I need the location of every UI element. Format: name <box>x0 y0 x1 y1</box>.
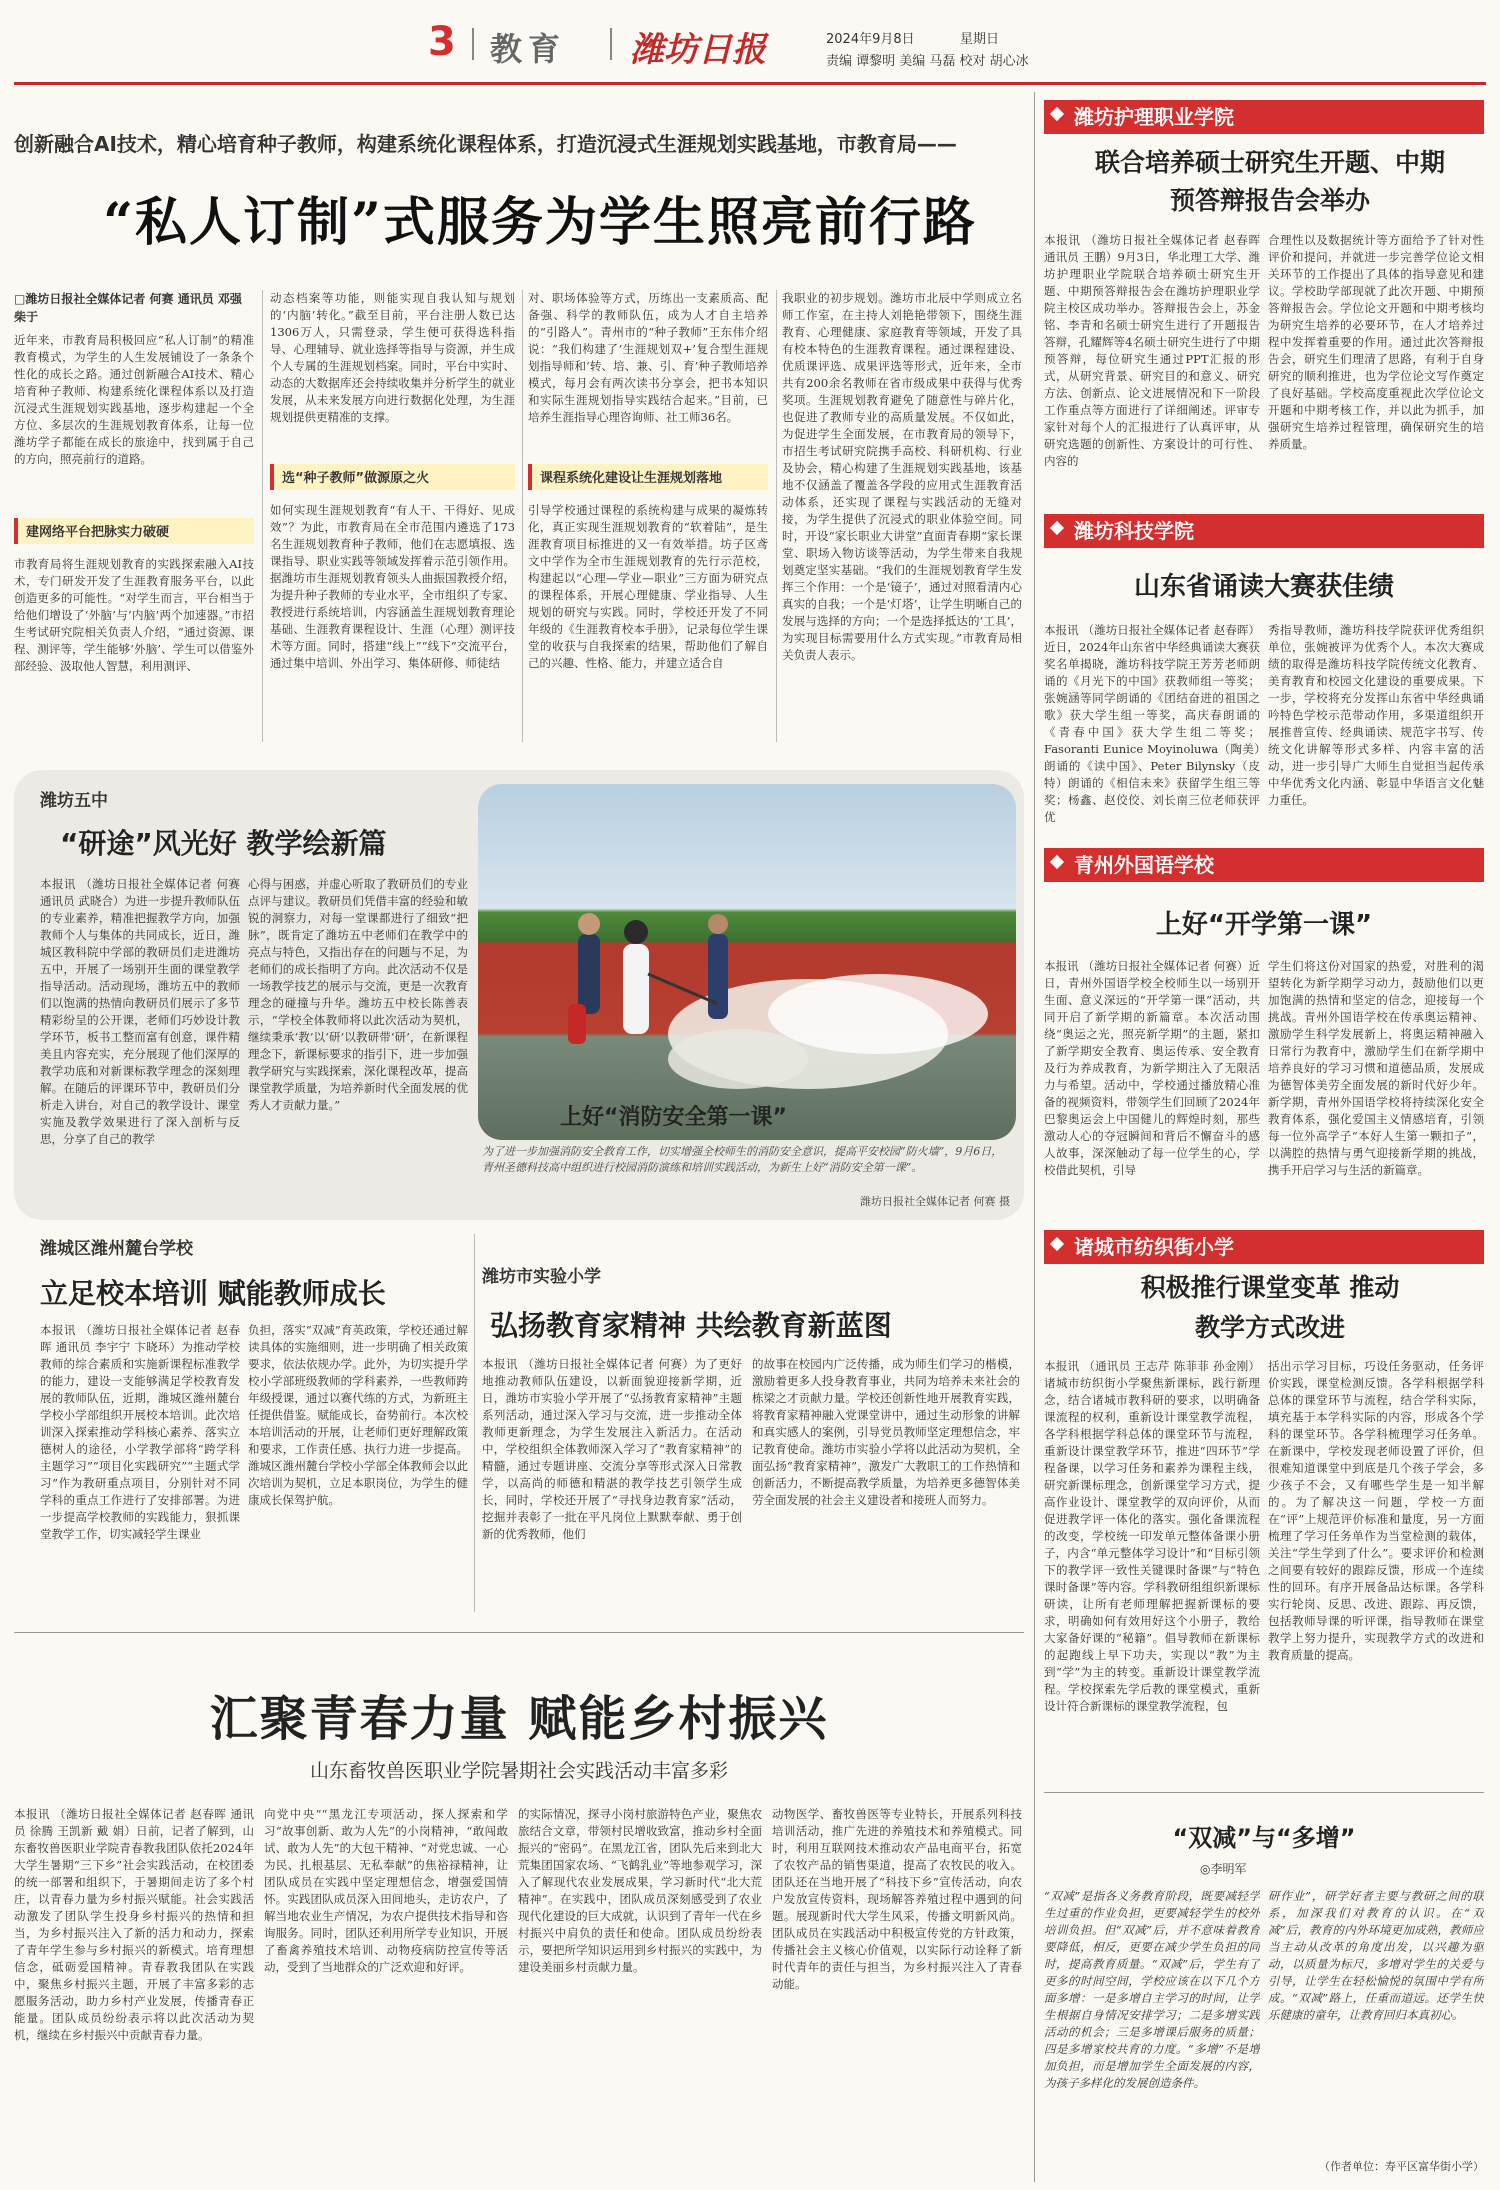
main-col2b: 如何实现生涯规划教育“有人干、干得好、见成效”？为此，市教育局在全市范围内遴选了173名生涯规划教育种子教师，他们在志愿填报、选课指导、职业实践等领域发挥着示范引领作用。据潍坊市生涯规划教育领头人曲振国教授介绍，为提升种子教师的专业水平，全市组织了专家、教授进行系统培训，内容涵盖生涯规划教育理论基础、生涯教育课程设计、生涯（心理）测评技术等方面。同时，搭建“线上”“线下”交流平台，通过集中培训、外出学习、集体研修、师徒结 <box>270 503 515 670</box>
section-rule <box>14 1632 1024 1633</box>
masthead-divider-2 <box>610 28 612 60</box>
feature-col4: 动物医学、畜牧兽医等专业特长，开展系列科技培训活动，推广先进的养殖技术和养殖模式。同时，利用互联网技术推动农产品电商平台，拓宽了农牧产品的销售渠道，提高了农牧民的收入。团队还在当地开展了“科技下乡”宣传活动，向农户发放宣传资料，现场解答养殖过程中遇到的问题。展现新时代大学生风采，传播文明新风尚。团队成员在实践活动中积极宣传党的方针政策，传播社会主义核心价值观，以实际行动诠释了新时代青年的责任与担当，为乡村振兴注入了青春动能。 <box>772 1807 1022 1991</box>
feature-col1: 本报讯 （潍坊日报社全媒体记者 赵春晖 通讯员 徐腾 王凯新 戴 娟）日前，记者了解到，山东畜牧兽医职业学院青春教我团队依托2024年大学生暑期“三下乡”社会实践活动，在校团委的统一部署和组织下，于暑期间走访了多个村庄，以青春力量为乡村振兴赋能。社会实践活动激发了团队学生投身乡村振兴的热情和担当，为乡村振兴注入了新的活力和动力，探索了青年学生参与乡村振兴的新模式。培育理想信念，砥砺爱国精神。青春教我团队在实践中，聚焦乡村振兴主题，开展了丰富多彩的志愿服务活动，助力乡村产业发展，传播青春正能量。团队成员纷纷表示将以此次活动为契机，继续在乡村振兴中贡献青春力量。 <box>14 1807 254 2042</box>
main-col3: 对、职场体验等方式，历练出一支素质高、配备强、科学的教师队伍，成为人才自主培养的“引路人”。青州市的“种子教师”王东伟介绍说：“我们构建了‘生涯规划双+’复合型生涯规划指导师和‘转、培、兼、引、育’种子教师培养模式，每月会有两次读书分享会，把书本知识和实际生涯规划指导实践结合起来。”目前，已培养生涯指导心理咨询师、社工师36名。 <box>528 291 768 424</box>
paper-logo: 潍坊日报 <box>630 30 766 70</box>
article-headline: 积极推行课堂变革 推动教学方式改进 <box>1140 1273 1400 1342</box>
photo-illustration <box>478 784 1016 1140</box>
photo-caption: 为了进一步加强消防安全教育工作，切实增强全校师生的消防安全意识，提高平安校园“防火墙”，9月6日，青州圣德科技高中组织进行校园消防演练和培训实践活动，为新生上好“消防安全第一课”。 <box>482 1145 1003 1174</box>
article-col2: 心得与困惑，并虚心听取了教研员们的专业点评与建议。教研员们凭借丰富的经验和敏锐的洞察力，对每一堂课都进行了细致“把脉”，既肯定了潍坊五中老师们在教学中的亮点与特色，又指出存在的问题与不足，为老师们的成长指明了方向。此次活动不仅是一场教学技艺的展示与交流，更是一次教育理念的碰撞与升华。潍坊五中校长陈善表示，“学校全体教师将以此次活动为契机，继续秉承‘教’以‘研’以教研带‘研’，在新课程理念下，新课标要求的指引下，进一步加强教学研究与实践探索，深化课程改革，提高课堂教学质量，为培养新时代全面发展的优秀人才贡献力量。” <box>248 877 468 1112</box>
article-col1: 本报讯 （潍坊日报社全媒体记者 何赛）为了更好地推动教师队伍建设，以新面貌迎接新学期，近日，潍坊市实验小学开展了“弘扬教育家精神”主题系列活动，通过深入学习与交流，进一步推动全体教师更新理念，为学生发展注入新活力。在活动中，学校组织全体教师深入学习了“教育家精神”的精髓，通过专题讲座、交流分享等形式深入日常教学，以高尚的师德和精湛的教学技艺引领学生成长，同时，学校还开展了“寻找身边教育家”活动，挖掘并表彰了一批在平凡岗位上默默奉献、勇于创新的优秀教师，他们 <box>482 1357 742 1541</box>
main-col4: 我职业的初步规划。潍坊市北辰中学则成立名师工作室，在主持人刘艳艳带领下，围绕生涯教育、心理健康、家庭教育等领域，开发了具有校本特色的生涯教育课程。通过课程建设、优质课评选、成果评选等形式，近年来，全市共有200余名教师在省市级成果中获得与优秀奖项。生涯规划教育避免了随意性与碎片化，也促进了教师专业的高质量发展。不仅如此，为促进学生全面发展，在市教育局的领导下，市招生考试研究院携手高校、科研机构、行业及协会，精心构建了生涯规划实践基地，该基地不仅涵盖了覆盖各学段的应用式生涯教育活动体系，还实现了课程与实践活动的无缝对接，为学生提供了沉浸式的职业体验空间。同时，开设“家长职业大讲堂”直面青春期“家长课堂、职场入物访谈等活动，为学生带来自我规划奠定坚实基础。“我们的生涯规划教育学生发挥三个作用：一个是‘镜子’，通过对照看清内心真实的自我；一个是‘灯塔’，让学生明晰自己的发展与选择的方向；一个是选择抵达的‘工具’，为实现目标需要用什么方式实现。”市教育局相关负责人表示。 <box>782 291 1022 662</box>
main-kicker: 创新融合AI技术，精心培育种子教师，构建系统化课程体系，打造沉浸式生涯规划实践基地，市教育局—— <box>14 132 957 156</box>
col-divider <box>522 290 523 742</box>
main-col1: 近年来，市教育局积极回应“私人订制”的精准教育模式，为学生的人生发展铺设了一条条个性化的成长之路。通过创新融合AI技术、精心培育种子教师、构建系统化课程体系以及打造沉浸式生涯规划实践基地，逐步构建起一个全方位、多层次的生涯规划教育体系，让每一位潍坊学子都能在成长的旅途中，找到属于自己的方向，照亮前行的道路。 <box>14 333 254 466</box>
article-headline: 立足校本培训 赋能教师成长 <box>40 1277 386 1310</box>
school-name: 潍坊五中 <box>40 791 108 811</box>
article-col1: 本报讯 （通讯员 王志芹 陈菲菲 孙金刚）诸城市纺织街小学聚焦新课标，践行新理念，结合诸城市教科研的要求，以明确备课流程的权利，重新设计课堂教学流程，各学科根据学科总体的课堂环节与流程，重新设计课堂教学环节，推进“四环节”学程备课，以学习任务和素养为课程主线，研究新课标理念，创新课堂学习方式，提高作业设计、课堂教学的双向评价，从而促进教学评一体化的落实。强化备课流程的改变，学校统一印发单元整体备课小册子，内含“单元整体学习设计”和“目标引领下的教学评一致性关键课时备课”与“特色课时备课”等内容。学科教研组组织新课标研读，让所有老师理解把握新课标的要求，明确如何有效用好这个小册子，教给大家备好课的“秘籍”。倡导教师在新课标的起跑线上早下功夫，实现以“教”为主到“学”为主的转变。重新设计课堂教学流程。学校探索先学后教的课堂模式，重新设计符合新课标的课堂教学流程，包 <box>1044 1359 1260 1713</box>
article-col2: 秀指导教师，潍坊科技学院获评优秀组织单位，张婉被评为优秀个人。本次大赛成绩的取得是潍坊科技学院传统文化教育、美育教育和校园文化建设的重要成果。下一步，学校将充分发挥山东省中华经典诵吟特色学校示范带动作用，多渠道组织开展推普宣传、经典诵读、规范字书写、传统文化讲解等形式多样、内容丰富的活动，进一步引导广大师生自觉担当起传承中华优秀文化内涵、彰显中华语言文化魅力重任。 <box>1268 623 1484 807</box>
masthead-rule <box>14 82 1486 85</box>
main-headline: “私人订制”式服务为学生照亮前行路 <box>103 192 977 253</box>
school-name: 潍城区潍州麓台学校 <box>40 1239 193 1259</box>
feature-subhead: 山东畜牧兽医职业学院暑期社会实践活动丰富多彩 <box>309 1760 728 1782</box>
essay-author: ◎李明军 <box>1200 1862 1247 1876</box>
main-col1b: 市教育局将生涯规划教育的实践探索融入AI技术，专门研发开发了生涯教育服务平台，以此创造更多的可能性。“对学生而言，平台相当于给他们增设了‘外脑’与‘内脑’两个加速器。”市招生考试研究院相关负责人介绍，“通过资源、课程、测评等，学生能够‘外脑’、学生可以借鉴外部经验、汲取他人智慧，利用测评、 <box>14 557 254 673</box>
essay-footer: （作者单位：寿平区富华街小学） <box>1319 2160 1484 2173</box>
main-col2: 动态档案等功能，则能实现自我认知与规划的‘内脑’转化。”截至目前，平台注册人数已达1306万人，只需登录，学生便可获得选科指导、心理辅导、就业选择等指导与资源，并生成个人专属的生涯规划档案。同时，平台中实时、动态的大数据库还会持续收集并分析学生的就业发展，从未来发展方向进行数据化处理，为生涯规划提供更精准的支撑。 <box>270 291 515 424</box>
section-rule <box>1044 1792 1484 1793</box>
article-col1: 本报讯 （潍坊日报社全媒体记者 赵春晖 通讯员 王鹏）9月3日，华北理工大学、潍坊护理职业学院联合培养硕士研究生开题、中期预答辩报告会在潍坊护理职业学院主校区成功举办。答辩报告会上，苏金铭、李青和名硕士研究生进行了开题报告答辩，孔耀辉等4名硕士研究生进行了中期预答辩，每位研究生通过PPT汇报的形式，从研究背景、研究目的和意义、研究方法、创新点、论文进展情况和下一阶段工作重点等方面进行了详细阐述。评审专家针对每个人的汇报进行了认真评审，从研究选题的创新性、方案设计的可行性、内容的 <box>1044 233 1260 468</box>
feature-col3: 的实际情况，探寻小岗村旅游特色产业，聚焦农旅结合文章，带领村民增收致富，推动乡村全面振兴的“密码”。在黑龙江省，团队先后来到北大荒集团国家农场、“飞鹤乳业”等地参观学习，深入了解现代农业发展成果，学习新时代“北大荒精神”。在实践中，团队成员深刻感受到了农业现代化建设的巨大成就，认识到了青年一代在乡村振兴中肩负的责任和使命。团队成员纷纷表示，要把所学知识运用到乡村振兴的实践中，为建设美丽乡村贡献力量。 <box>518 1807 762 1974</box>
col-divider <box>262 290 263 742</box>
article-col1: 本报讯 （潍坊日报社全媒体记者 何赛）近日，青州外国语学校全校师生以一场别开生面、意义深远的“开学第一课”活动，共同开启了新学期的新篇章。本次活动围绕“奥运之光，照亮新学期”的主题，紧扣了新学期安全教育、奥运传承、安全教育及行为养成教育，为新学期注入了无限活力与希望。活动中，学校通过播放精心准备的视频资料，带领学生们回顾了2024年巴黎奥运会上中国健儿的辉煌时刻，那些激动人心的夺冠瞬间和背后不懈奋斗的感人故事，深深触动了每一位学生的心，学校借此契机，引导 <box>1044 959 1260 1177</box>
article-col2: 括出示学习目标，巧设任务驱动，任务评价实践，课堂检测反馈。各学科根据学科总体的课堂环节与流程，结合学科实际，填充基于本学科实际的内容，形成各个学科的课堂环节。各学科梳理学习任务单。在新课中，学校发现老师设置了评价，但很难知道课堂中到底是几个孩子学会，多少孩子不会，又有哪些学生是一知半解的。为了解决这一问题，学校一方面在“评”上规范评价标准和量度，另一方面梳理了学习任务单作为当堂检测的载体，关注“学生学到了什么”。要求评价和检测之间要有较好的跟踪反馈，形成一个连续性的回环。有序开展备品达标课。各学科实行轮岗、反思、改进、跟踪、再反馈，包括教师导课的听评课，指导教师在课堂教学上努力提升，实现教学方式的改进和教育质量的提高。 <box>1268 1359 1484 1662</box>
photo-credit: 潍坊日报社全媒体记者 何赛 摄 <box>860 1195 1010 1208</box>
article-headline: 山东省诵读大赛获佳绩 <box>1133 572 1394 602</box>
feature-col2: 向党中央”“黑龙江专项活动，探人探索和学习“故事创新、敢为人先”的小岗精神，“敢闯敢试、敢为人先”的大包干精神、“对党忠诚、一心为民、扎根基层、无私奉献”的焦裕禄精神，让团队成员在实践中坚定理想信念，增强爱国情怀。实践团队成员深入田间地头，走访农户，了解当地农业生产情况，为农户提供技术指导和咨询服务。同时，团队还利用所学专业知识，开展了畜禽养殖技术培训、动物疫病防控宣传等活动，受到了当地群众的广泛欢迎和好评。 <box>264 1807 508 1974</box>
col-divider <box>776 290 777 742</box>
masthead <box>0 0 1500 80</box>
essay-col2: 研作业”，研学好者主要与教研之间的联系，加深我们对教育的认识。在“双减”后，教育的内外环境更加成熟，教师应当主动从改革的角度出发，以兴趣为驱动，以质量为标尺，多增对学生的关爱与引导，让学生在轻松愉悦的氛围中学有所成。“双减”路上，任重而道远。还学生快乐健康的童年，让教育回归本真初心。 <box>1268 1889 1484 2022</box>
essay-col1: “双减”是指各义务教育阶段，既要减轻学生过重的作业负担，更要减轻学生的校外培训负担。但“双减”后，并不意味着教育要降低，相反，更要在减少学生负担的同时，提高教育质量。“双减”后，学生有了更多的时间空间，学校应该在以下几个方面多增：一是多增自主学习的时间，让学生根据自身情况安排学习；二是多增实践活动的机会；三是多增课后服务的质量；四是多增家校共育的力度。“多增”不是增加负担，而是增加学生全面发展的内容，为孩子多样化的发展创造条件。 <box>1044 1889 1260 2090</box>
issue-date: 2024年9月8日 <box>826 32 915 47</box>
article-col2: 合理性以及数据统计等方面给予了针对性评价和提问，并就进一步完善学位论文相关环节的工作提出了具体的指导意见和建议。学校助学部现就了此次开题、中期预答辩报告会。学位论文开题和中期考核均为研究生培养的必要环节，在人才培养过程中发挥着重要的作用。通过此次答辩报告会，研究生们理清了思路，有利于自身研究的顺利推进，也为学位论文写作奠定了良好基础。学校高度重视此次学位论文开题和中期考核工作，并以此为抓手，加强研究生培养过程管理，确保研究生的培养质量。 <box>1268 233 1484 451</box>
section-band: 潍坊护理职业学院 <box>1044 100 1484 134</box>
main-subhead-1: 建网络平台把脉实力破硬 <box>14 518 254 544</box>
article-col2: 的故事在校园内广泛传播，成为师生们学习的楷模，激励着更多人投身教育事业，共同为培养未来社会的栋梁之才贡献力量。学校还创新性地开展教育实践，将教育家精神融入党课堂讲中，通过生动形象的讲解和真实感人的案例，引导党员教师坚定理想信念，牢记教育使命。潍坊市实验小学将以此活动为契机，全面弘扬“教育家精神”，激发广大教职工的工作热情和创新活力，不断提高教学质量，为培养更多德智体美劳全面发展的社会主义建设者和接班人而努力。 <box>752 1357 1020 1507</box>
masthead-divider <box>472 28 474 60</box>
right-column-divider <box>1034 92 1035 2182</box>
photo-fire-drill <box>478 784 1016 1140</box>
section-band: 青州外国语学校 <box>1044 848 1484 882</box>
article-col1: 本报讯 （潍坊日报社全媒体记者 赵春晖 通讯员 李宇宁 卞晓环）为推动学校教师的综合素质和实施新课程标准教学的能力，建设一支能够满足学校教育发展的教师队伍，近期，潍城区潍州麓台学校小学部组织开展校本培训。此次培训深入探索推动学科核心素养、落实立德树人的途径，小学教学部将“跨学科主题学习”“项目化实践研究”“主题式学习”作为教研重点项目，分别针对不同学科的重点工作进行了安排部署。为进一步提高学校教师的实践能力，狠抓课堂教学工作，切实减轻学生课业 <box>40 1323 240 1541</box>
col-divider <box>474 1234 475 1612</box>
page-number: 3 <box>428 19 456 65</box>
section-band: 诸城市纺织街小学 <box>1044 1230 1484 1264</box>
article-headline: 联合培养硕士研究生开题、中期预答辩报告会举办 <box>1094 148 1445 215</box>
article-headline: “研途”风光好 教学绘新篇 <box>60 827 387 860</box>
main-subhead-2: 选“种子教师”做源原之火 <box>270 464 515 490</box>
article-col1: 本报讯 （潍坊日报社全媒体记者 赵春晖）近日，2024年山东省中华经典诵读大赛获奖名单揭晓，潍坊科技学院王芳芳老师朗诵的《月光下的中国》获教师组一等奖；张婉涵等同学朗诵的《团结奋进的祖国之歌》获大学生组一等奖，高庆春朗诵的《青春中国》获大学生组二等奖；Fasoranti Eunice Moyinoluwa（陶美）朗诵的《读中国》、Peter Bilynsky（皮特）朗诵的《相信未来》获留学生组三等奖；杨鑫、赵佼佼、刘长南三位老师获评优 <box>1044 623 1260 824</box>
article-col1: 本报讯 （潍坊日报社全媒体记者 何赛 通讯员 武晓合）为进一步提升教师队伍的专业素养，精准把握教学方向，加强教师个人与集体的共同成长，近日，潍城区教科院中学部的教研员们走进潍坊五中，开展了一场别开生面的课堂教学指导活动。活动现场，潍坊五中的教师们以饱满的热情向教研员们展示了多节精彩纷呈的公开课，老师们巧妙设计教学环节，板书工整而富有创意，课件精美且内容充实，充分展现了他们深厚的教学功底和对新课标教学理念的深刻理解。在随后的评课环节中，教研员们分析走入讲台，对自己的教学设计、课堂实施及教学效果进行了深入剖析与反思，分享了自己的教学 <box>40 877 240 1146</box>
issue-weekday: 星期日 <box>960 32 1000 47</box>
feature-headline: 汇聚青春力量 赋能乡村振兴 <box>209 1691 829 1747</box>
school-name: 潍坊市实验小学 <box>482 1267 601 1287</box>
main-subhead-3: 课程系统化建设让生涯规划落地 <box>528 464 768 490</box>
main-col3b: 引导学校通过课程的系统构建与成果的凝炼转化，真正实现生涯规划教育的“软着陆”，是生涯教育项目标推进的又一有效举措。坊子区鸢文中学作为全市生涯规划教育的先行示范校，构建起以“心理—学业—职业”三方面为研究点的课程体系，开展心理健康、学业指导、人生规划的研究与实践。同时，学校还开发了不同年级的《生涯教育校本手册》，记录每位学生课堂的收获与自我探索的结果，帮助他们了解自己的兴趣、性格、能力，并建立适合自 <box>528 503 768 670</box>
section-band: 潍坊科技学院 <box>1044 514 1484 548</box>
photo-title: 上好“消防安全第一课” <box>560 1105 787 1130</box>
article-headline: 弘扬教育家精神 共绘教育新蓝图 <box>490 1309 892 1342</box>
article-col2: 负担，落实“双减”育英政策，学校还通过解读具体的实施细则，进一步明确了相关政策要求，依法依规办学。此外，为切实提升学校小学部班级教师的学科素养，一些教师跨年级授课，通过以赛代练的方式，为新班主任提供借鉴。赋能成长，奋势前行。本次校本培训活动的开展，让老师们更好理解政策和要求，工作责任感、执行力进一步提高。潍城区潍州麓台学校小学部全体教师会以此次培训为契机，立足本职岗位，为学生的健康成长保驾护航。 <box>248 1323 468 1507</box>
article-col2: 学生们将这份对国家的热爱，对胜利的渴望转化为新学期学习动力，鼓励他们以更加饱满的热情和坚定的信念，迎接每一个挑战。青州外国语学校在传承奥运精神、激励学生科学发展新上，将奥运精神融入日常行为教育中，激励学生们在新学期中培养良好的学习习惯和道德品质，发展成为德智体美劳全面发展的新时代好少年。新学期，青州外国语学校将持续深化安全教育体系，强化爱国主义情感培育，引领每一位外高学子“本好人生第一颗扣子”，以满腔的热情与勇气迎接新学期的挑战，携手开启学习与生活的新篇章。 <box>1268 959 1484 1177</box>
section-title: 教育 <box>490 30 567 68</box>
main-byline: □潍坊日报社全媒体记者 何赛 通讯员 邓强 柴于 <box>14 292 242 324</box>
article-headline: 上好“开学第一课” <box>1155 910 1373 940</box>
essay-title: “双减”与“多增” <box>1172 1824 1356 1852</box>
editor-credits: 责编 谭黎明 美编 马磊 校对 胡心冰 <box>826 54 1029 69</box>
